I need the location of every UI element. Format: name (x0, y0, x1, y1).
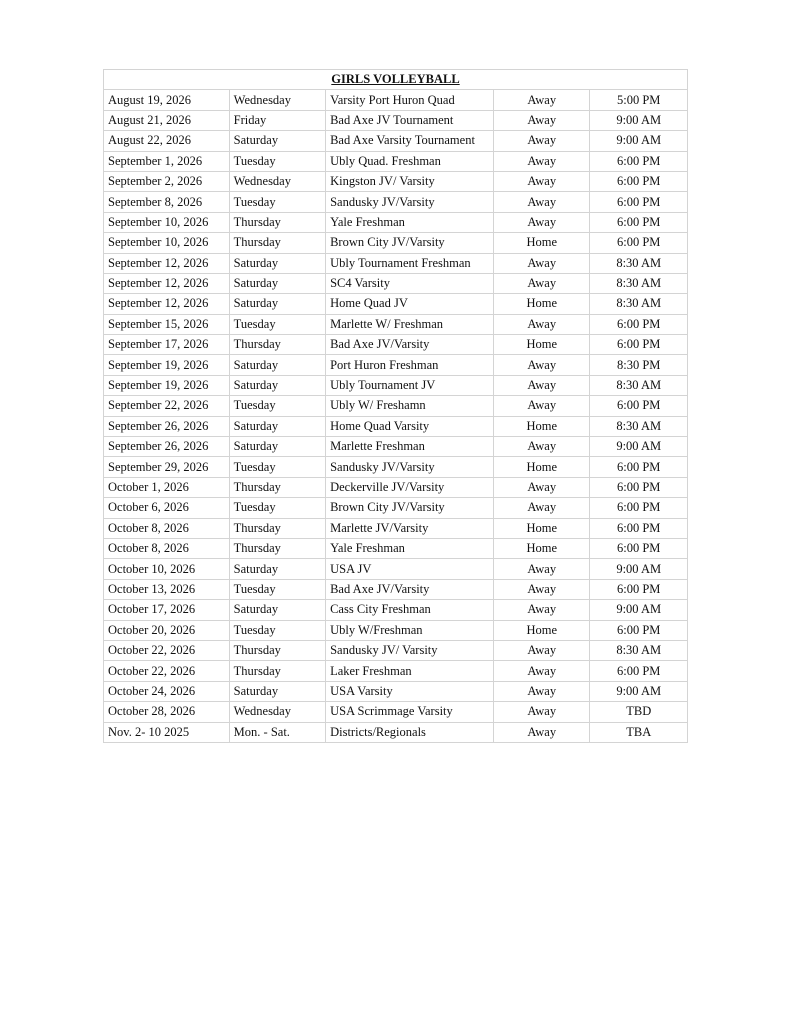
game-event-cell: Bad Axe Varsity Tournament (326, 131, 494, 151)
game-event-cell: Marlette Freshman (326, 437, 494, 457)
game-event-cell: Ubly Tournament JV (326, 375, 494, 395)
game-time-cell: 9:00 AM (590, 437, 688, 457)
game-time-cell: 6:00 PM (590, 538, 688, 558)
game-day-cell: Thursday (229, 477, 325, 497)
table-row (104, 335, 688, 355)
game-event-cell: Deckerville JV/Varsity (326, 477, 494, 497)
table-row (104, 722, 688, 742)
game-location-cell: Away (494, 253, 590, 273)
game-location-cell: Away (494, 640, 590, 660)
game-day-cell: Thursday (229, 233, 325, 253)
game-date-cell: October 28, 2026 (104, 702, 230, 722)
game-time-cell: TBA (590, 722, 688, 742)
game-time-cell: TBD (590, 702, 688, 722)
game-day-cell: Thursday (229, 538, 325, 558)
game-time-cell: 6:00 PM (590, 212, 688, 232)
game-location-cell: Home (494, 294, 590, 314)
table-row (104, 416, 688, 436)
table-row (104, 538, 688, 558)
table-row (104, 477, 688, 497)
game-day-cell: Wednesday (229, 702, 325, 722)
game-time-cell: 9:00 AM (590, 600, 688, 620)
game-location-cell: Away (494, 273, 590, 293)
game-event-cell: Home Quad Varsity (326, 416, 494, 436)
volleyball-schedule-table (103, 69, 688, 743)
table-row (104, 273, 688, 293)
game-location-cell: Away (494, 90, 590, 110)
game-event-cell: Districts/Regionals (326, 722, 494, 742)
game-event-cell: Laker Freshman (326, 661, 494, 681)
game-time-cell: 6:00 PM (590, 192, 688, 212)
game-date-cell: October 8, 2026 (104, 518, 230, 538)
game-event-cell: Sandusky JV/Varsity (326, 457, 494, 477)
game-event-cell: USA JV (326, 559, 494, 579)
game-event-cell: Sandusky JV/Varsity (326, 192, 494, 212)
game-date-cell: October 20, 2026 (104, 620, 230, 640)
game-time-cell: 9:00 AM (590, 131, 688, 151)
game-day-cell: Saturday (229, 600, 325, 620)
game-date-cell: September 8, 2026 (104, 192, 230, 212)
game-event-cell: Ubly Quad. Freshman (326, 151, 494, 171)
game-date-cell: October 24, 2026 (104, 681, 230, 701)
game-time-cell: 6:00 PM (590, 518, 688, 538)
game-time-cell: 6:00 PM (590, 661, 688, 681)
game-time-cell: 8:30 AM (590, 375, 688, 395)
game-date-cell: September 12, 2026 (104, 273, 230, 293)
game-date-cell: October 6, 2026 (104, 498, 230, 518)
game-time-cell: 6:00 PM (590, 477, 688, 497)
table-row (104, 498, 688, 518)
game-day-cell: Saturday (229, 416, 325, 436)
game-event-cell: Marlette W/ Freshman (326, 314, 494, 334)
game-date-cell: September 15, 2026 (104, 314, 230, 334)
schedule-body (104, 70, 688, 743)
table-row (104, 518, 688, 538)
game-date-cell: October 8, 2026 (104, 538, 230, 558)
game-location-cell: Away (494, 110, 590, 130)
game-event-cell: USA Scrimmage Varsity (326, 702, 494, 722)
game-location-cell: Away (494, 355, 590, 375)
game-day-cell: Thursday (229, 640, 325, 660)
game-day-cell: Saturday (229, 355, 325, 375)
game-event-cell: Ubly W/Freshman (326, 620, 494, 640)
game-location-cell: Home (494, 335, 590, 355)
table-row (104, 151, 688, 171)
table-row (104, 600, 688, 620)
game-location-cell: Home (494, 538, 590, 558)
game-location-cell: Home (494, 457, 590, 477)
schedule-title: GIRLS VOLLEYBALL (104, 70, 688, 90)
game-event-cell: Port Huron Freshman (326, 355, 494, 375)
table-row (104, 702, 688, 722)
game-time-cell: 6:00 PM (590, 335, 688, 355)
table-row (104, 661, 688, 681)
game-day-cell: Thursday (229, 661, 325, 681)
game-time-cell: 9:00 AM (590, 681, 688, 701)
game-location-cell: Away (494, 192, 590, 212)
table-row (104, 110, 688, 130)
game-event-cell: SC4 Varsity (326, 273, 494, 293)
game-day-cell: Tuesday (229, 396, 325, 416)
game-location-cell: Away (494, 375, 590, 395)
table-row (104, 457, 688, 477)
game-location-cell: Away (494, 559, 590, 579)
game-time-cell: 8:30 PM (590, 355, 688, 375)
game-day-cell: Saturday (229, 375, 325, 395)
game-day-cell: Thursday (229, 212, 325, 232)
game-time-cell: 9:00 AM (590, 110, 688, 130)
game-time-cell: 6:00 PM (590, 457, 688, 477)
game-location-cell: Away (494, 314, 590, 334)
game-date-cell: September 22, 2026 (104, 396, 230, 416)
game-time-cell: 6:00 PM (590, 579, 688, 599)
game-location-cell: Away (494, 131, 590, 151)
game-event-cell: Bad Axe JV Tournament (326, 110, 494, 130)
game-date-cell: September 10, 2026 (104, 233, 230, 253)
game-event-cell: Sandusky JV/ Varsity (326, 640, 494, 660)
game-day-cell: Saturday (229, 273, 325, 293)
game-date-cell: September 26, 2026 (104, 416, 230, 436)
table-row (104, 294, 688, 314)
game-time-cell: 6:00 PM (590, 233, 688, 253)
game-event-cell: Ubly Tournament Freshman (326, 253, 494, 273)
table-row (104, 355, 688, 375)
game-day-cell: Tuesday (229, 314, 325, 334)
game-location-cell: Home (494, 233, 590, 253)
table-row (104, 212, 688, 232)
game-date-cell: October 22, 2026 (104, 640, 230, 660)
game-time-cell: 6:00 PM (590, 620, 688, 640)
game-event-cell: Brown City JV/Varsity (326, 233, 494, 253)
table-row (104, 314, 688, 334)
game-time-cell: 6:00 PM (590, 498, 688, 518)
game-location-cell: Home (494, 620, 590, 640)
game-date-cell: August 21, 2026 (104, 110, 230, 130)
game-date-cell: September 10, 2026 (104, 212, 230, 232)
game-day-cell: Saturday (229, 131, 325, 151)
game-location-cell: Away (494, 681, 590, 701)
game-day-cell: Saturday (229, 437, 325, 457)
game-date-cell: October 17, 2026 (104, 600, 230, 620)
game-day-cell: Tuesday (229, 457, 325, 477)
game-date-cell: October 1, 2026 (104, 477, 230, 497)
game-location-cell: Home (494, 416, 590, 436)
game-time-cell: 6:00 PM (590, 314, 688, 334)
table-row (104, 640, 688, 660)
game-date-cell: Nov. 2- 10 2025 (104, 722, 230, 742)
game-date-cell: September 19, 2026 (104, 375, 230, 395)
game-time-cell: 8:30 AM (590, 416, 688, 436)
game-time-cell: 6:00 PM (590, 171, 688, 191)
game-location-cell: Home (494, 518, 590, 538)
game-date-cell: September 12, 2026 (104, 253, 230, 273)
game-location-cell: Away (494, 702, 590, 722)
game-day-cell: Tuesday (229, 192, 325, 212)
game-day-cell: Tuesday (229, 151, 325, 171)
table-row (104, 681, 688, 701)
game-location-cell: Away (494, 151, 590, 171)
game-event-cell: Yale Freshman (326, 212, 494, 232)
table-row (104, 131, 688, 151)
game-day-cell: Mon. - Sat. (229, 722, 325, 742)
game-time-cell: 5:00 PM (590, 90, 688, 110)
game-date-cell: September 19, 2026 (104, 355, 230, 375)
table-row (104, 437, 688, 457)
game-day-cell: Saturday (229, 559, 325, 579)
game-time-cell: 6:00 PM (590, 396, 688, 416)
game-time-cell: 8:30 AM (590, 294, 688, 314)
game-event-cell: Yale Freshman (326, 538, 494, 558)
game-date-cell: September 29, 2026 (104, 457, 230, 477)
game-location-cell: Away (494, 579, 590, 599)
table-row (104, 233, 688, 253)
game-location-cell: Away (494, 722, 590, 742)
game-time-cell: 6:00 PM (590, 151, 688, 171)
game-event-cell: Home Quad JV (326, 294, 494, 314)
game-event-cell: Kingston JV/ Varsity (326, 171, 494, 191)
game-day-cell: Thursday (229, 335, 325, 355)
game-day-cell: Wednesday (229, 171, 325, 191)
game-event-cell: Marlette JV/Varsity (326, 518, 494, 538)
game-date-cell: August 19, 2026 (104, 90, 230, 110)
game-day-cell: Thursday (229, 518, 325, 538)
table-row (104, 253, 688, 273)
game-date-cell: September 12, 2026 (104, 294, 230, 314)
game-event-cell: Bad Axe JV/Varsity (326, 579, 494, 599)
table-row (104, 171, 688, 191)
table-row (104, 90, 688, 110)
game-time-cell: 8:30 AM (590, 640, 688, 660)
game-location-cell: Away (494, 477, 590, 497)
game-time-cell: 8:30 AM (590, 253, 688, 273)
game-date-cell: September 2, 2026 (104, 171, 230, 191)
game-event-cell: Cass City Freshman (326, 600, 494, 620)
game-location-cell: Away (494, 212, 590, 232)
table-row (104, 579, 688, 599)
game-location-cell: Away (494, 437, 590, 457)
game-location-cell: Away (494, 600, 590, 620)
table-row (104, 375, 688, 395)
game-event-cell: Varsity Port Huron Quad (326, 90, 494, 110)
game-location-cell: Away (494, 396, 590, 416)
game-day-cell: Wednesday (229, 90, 325, 110)
game-day-cell: Saturday (229, 681, 325, 701)
game-date-cell: October 13, 2026 (104, 579, 230, 599)
game-date-cell: September 1, 2026 (104, 151, 230, 171)
game-date-cell: August 22, 2026 (104, 131, 230, 151)
game-location-cell: Away (494, 498, 590, 518)
game-location-cell: Away (494, 661, 590, 681)
game-day-cell: Saturday (229, 253, 325, 273)
table-row (104, 192, 688, 212)
game-time-cell: 8:30 AM (590, 273, 688, 293)
table-row (104, 620, 688, 640)
game-date-cell: September 17, 2026 (104, 335, 230, 355)
game-event-cell: Ubly W/ Freshamn (326, 396, 494, 416)
game-date-cell: September 26, 2026 (104, 437, 230, 457)
game-event-cell: Brown City JV/Varsity (326, 498, 494, 518)
game-day-cell: Tuesday (229, 620, 325, 640)
game-location-cell: Away (494, 171, 590, 191)
game-day-cell: Friday (229, 110, 325, 130)
table-row (104, 396, 688, 416)
title-row (104, 70, 688, 90)
game-date-cell: October 10, 2026 (104, 559, 230, 579)
game-day-cell: Tuesday (229, 579, 325, 599)
game-day-cell: Saturday (229, 294, 325, 314)
game-event-cell: Bad Axe JV/Varsity (326, 335, 494, 355)
game-date-cell: October 22, 2026 (104, 661, 230, 681)
table-row (104, 559, 688, 579)
game-time-cell: 9:00 AM (590, 559, 688, 579)
game-event-cell: USA Varsity (326, 681, 494, 701)
game-day-cell: Tuesday (229, 498, 325, 518)
